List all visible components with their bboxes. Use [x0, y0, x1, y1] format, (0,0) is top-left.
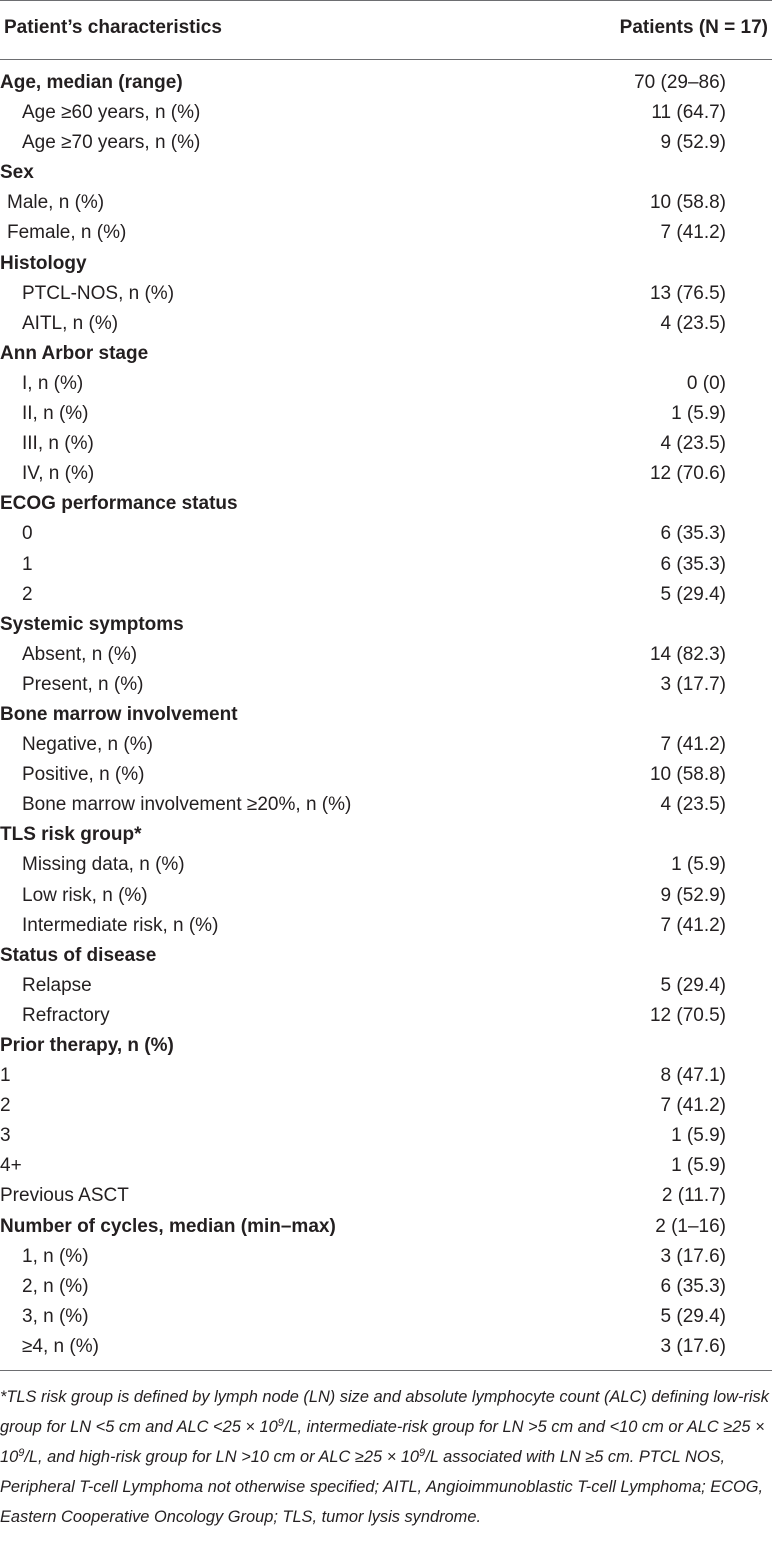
row-label: I, n (%) — [22, 372, 84, 394]
row-label: Intermediate risk, n (%) — [22, 914, 219, 936]
table-row — [0, 519, 772, 549]
row-label: Bone marrow involvement — [0, 703, 238, 725]
footnote-part-4: /L associated with LN ≥5 cm. PTCL NOS, Peripheral T-cell Lymphoma not otherwise specified; AITL, Angioimmunoblastic T-cell Lymphoma; ECOG, Eastern Cooperative Oncology Group; TLS, tumor lysis syndrome. — [0, 1448, 764, 1526]
row-value: 4 (23.5) — [660, 312, 726, 334]
table-row — [0, 399, 772, 429]
row-label: 4+ — [0, 1155, 22, 1177]
row-value: 11 (64.7) — [651, 102, 726, 124]
table-row — [0, 98, 772, 128]
row-label: 3, n (%) — [22, 1305, 89, 1327]
row-value: 8 (47.1) — [660, 1065, 726, 1087]
row-value: 12 (70.6) — [649, 463, 726, 485]
row-label: Low risk, n (%) — [22, 884, 148, 906]
row-label: Present, n (%) — [22, 673, 144, 695]
row-label: Age ≥70 years, n (%) — [22, 132, 201, 154]
table-group-row — [0, 68, 772, 98]
row-label: Bone marrow involvement ≥20%, n (%) — [22, 794, 352, 816]
row-value: 3 (17.6) — [660, 1335, 726, 1357]
table-group-row — [0, 158, 772, 188]
footnote-part-3: /L, and high-risk group for LN >10 cm or ALC ≥25 × 10 — [24, 1448, 420, 1466]
row-value: 1 (5.9) — [671, 1155, 726, 1177]
row-value: 3 (17.6) — [660, 1245, 726, 1267]
table-header — [0, 0, 772, 60]
table-row — [0, 1302, 772, 1332]
table-row — [0, 760, 772, 790]
table-group-row — [0, 610, 772, 640]
row-label: Missing data, n (%) — [22, 854, 185, 876]
row-label: Age ≥60 years, n (%) — [22, 102, 201, 124]
row-value: 5 (29.4) — [660, 1305, 726, 1327]
row-value: 5 (29.4) — [660, 974, 726, 996]
table-row — [0, 1001, 772, 1031]
row-value: 0 (0) — [686, 372, 726, 394]
row-value: 14 (82.3) — [649, 643, 726, 665]
table-row — [0, 429, 772, 459]
table-row — [0, 881, 772, 911]
table-row — [0, 550, 772, 580]
header-characteristics: Patient’s characteristics — [4, 17, 222, 38]
header-rule — [0, 59, 772, 60]
row-value: 13 (76.5) — [649, 282, 726, 304]
row-value: 9 (52.9) — [660, 132, 726, 154]
table-group-row — [0, 941, 772, 971]
row-value: 10 (58.8) — [649, 764, 726, 786]
table-row — [0, 730, 772, 760]
table-group-row — [0, 489, 772, 519]
table-row — [0, 850, 772, 880]
row-label: PTCL-NOS, n (%) — [22, 282, 175, 304]
row-label: 2 — [0, 1095, 11, 1117]
row-value: 7 (41.2) — [660, 1095, 726, 1117]
table-footnote — [0, 1382, 772, 1532]
row-value: 7 (41.2) — [660, 914, 726, 936]
table-row — [0, 369, 772, 399]
row-label: Female, n (%) — [7, 222, 127, 244]
row-label: Age, median (range) — [0, 72, 183, 93]
table-row — [0, 580, 772, 610]
table-row — [0, 670, 772, 700]
table-row — [0, 309, 772, 339]
footnote-sup-3: 9 — [419, 1447, 426, 1459]
row-value: 6 (35.3) — [660, 523, 726, 545]
table-row — [0, 218, 772, 248]
row-label: Absent, n (%) — [22, 643, 138, 665]
row-value: 9 (52.9) — [660, 884, 726, 906]
row-label: IV, n (%) — [22, 463, 95, 485]
row-label: Positive, n (%) — [22, 764, 145, 786]
row-label: AITL, n (%) — [22, 312, 119, 334]
row-value: 2 (1–16) — [655, 1215, 726, 1237]
table-row — [0, 188, 772, 218]
bottom-rule — [0, 1370, 772, 1371]
table-row — [0, 911, 772, 941]
row-label: ECOG performance status — [0, 493, 238, 515]
row-value: 70 (29–86) — [634, 72, 726, 93]
row-label: TLS risk group* — [0, 824, 142, 846]
row-label: 1 — [22, 553, 33, 575]
row-label: ≥4, n (%) — [22, 1335, 99, 1357]
row-value: 5 (29.4) — [660, 583, 726, 605]
row-label: 0 — [22, 523, 33, 545]
row-label: Refractory — [22, 1004, 110, 1026]
row-label: Negative, n (%) — [22, 734, 153, 756]
table-row — [0, 279, 772, 309]
table-group-row — [0, 339, 772, 369]
row-value: 12 (70.5) — [649, 1004, 726, 1026]
table-group-row — [0, 1031, 772, 1061]
row-label: Relapse — [22, 974, 92, 996]
row-value: 1 (5.9) — [671, 403, 726, 425]
footnote-sup-1: 9 — [277, 1417, 284, 1429]
table-group-row — [0, 700, 772, 730]
table-row — [0, 790, 772, 820]
table-row — [0, 1181, 772, 1211]
row-value: 1 (5.9) — [671, 854, 726, 876]
row-value: 6 (35.3) — [660, 1275, 726, 1297]
table-row — [0, 1091, 772, 1121]
table-row — [0, 1151, 772, 1181]
table-row — [0, 1061, 772, 1091]
table-row — [0, 459, 772, 489]
row-label: II, n (%) — [22, 403, 89, 425]
top-rule — [0, 0, 772, 1]
row-value: 4 (23.5) — [660, 794, 726, 816]
table-row — [0, 971, 772, 1001]
row-value: 6 (35.3) — [660, 553, 726, 575]
footnote-part-2: /L, intermediate-risk group for LN >5 cm and <10 cm or ALC ≥25 × 10 — [0, 1418, 765, 1466]
row-value: 4 (23.5) — [660, 433, 726, 455]
row-label: 1, n (%) — [22, 1245, 89, 1267]
row-label: 2, n (%) — [22, 1275, 89, 1297]
row-label: Histology — [0, 252, 87, 274]
footnote-part-1: *TLS risk group is defined by lymph node (LN) size and absolute lymphocyte count (ALC) defining low-risk group for LN <5 cm and ALC <25 × 10 — [0, 1388, 769, 1436]
row-label: 2 — [22, 583, 33, 605]
row-label: Ann Arbor stage — [0, 342, 149, 364]
row-label: Sex — [0, 162, 34, 184]
row-label: 1 — [0, 1065, 11, 1087]
row-label: Systemic symptoms — [0, 613, 184, 635]
table-group-row — [0, 249, 772, 279]
row-label: Prior therapy, n (%) — [0, 1035, 174, 1056]
table-row — [0, 1272, 772, 1302]
row-value: 3 (17.7) — [660, 673, 726, 695]
row-label: Male, n (%) — [7, 192, 105, 214]
header-patients: Patients (N = 17) — [619, 17, 768, 38]
row-value: 2 (11.7) — [661, 1185, 726, 1207]
table-group-row — [0, 820, 772, 850]
table-body — [0, 68, 772, 1362]
table-group-row — [0, 1212, 772, 1242]
table-row — [0, 640, 772, 670]
row-label: Number of cycles, median (min–max) — [0, 1215, 336, 1237]
row-label: Status of disease — [0, 944, 157, 966]
table-row — [0, 1121, 772, 1151]
row-value: 7 (41.2) — [660, 222, 726, 244]
row-value: 10 (58.8) — [649, 192, 726, 214]
row-label: 3 — [0, 1125, 11, 1147]
table-row — [0, 128, 772, 158]
table-row — [0, 1242, 772, 1272]
footnote-sup-2: 9 — [18, 1447, 25, 1459]
row-label: Previous ASCT — [0, 1185, 129, 1207]
row-label: III, n (%) — [22, 433, 94, 455]
row-value: 1 (5.9) — [671, 1125, 726, 1147]
row-value: 7 (41.2) — [660, 734, 726, 756]
table-row — [0, 1332, 772, 1362]
